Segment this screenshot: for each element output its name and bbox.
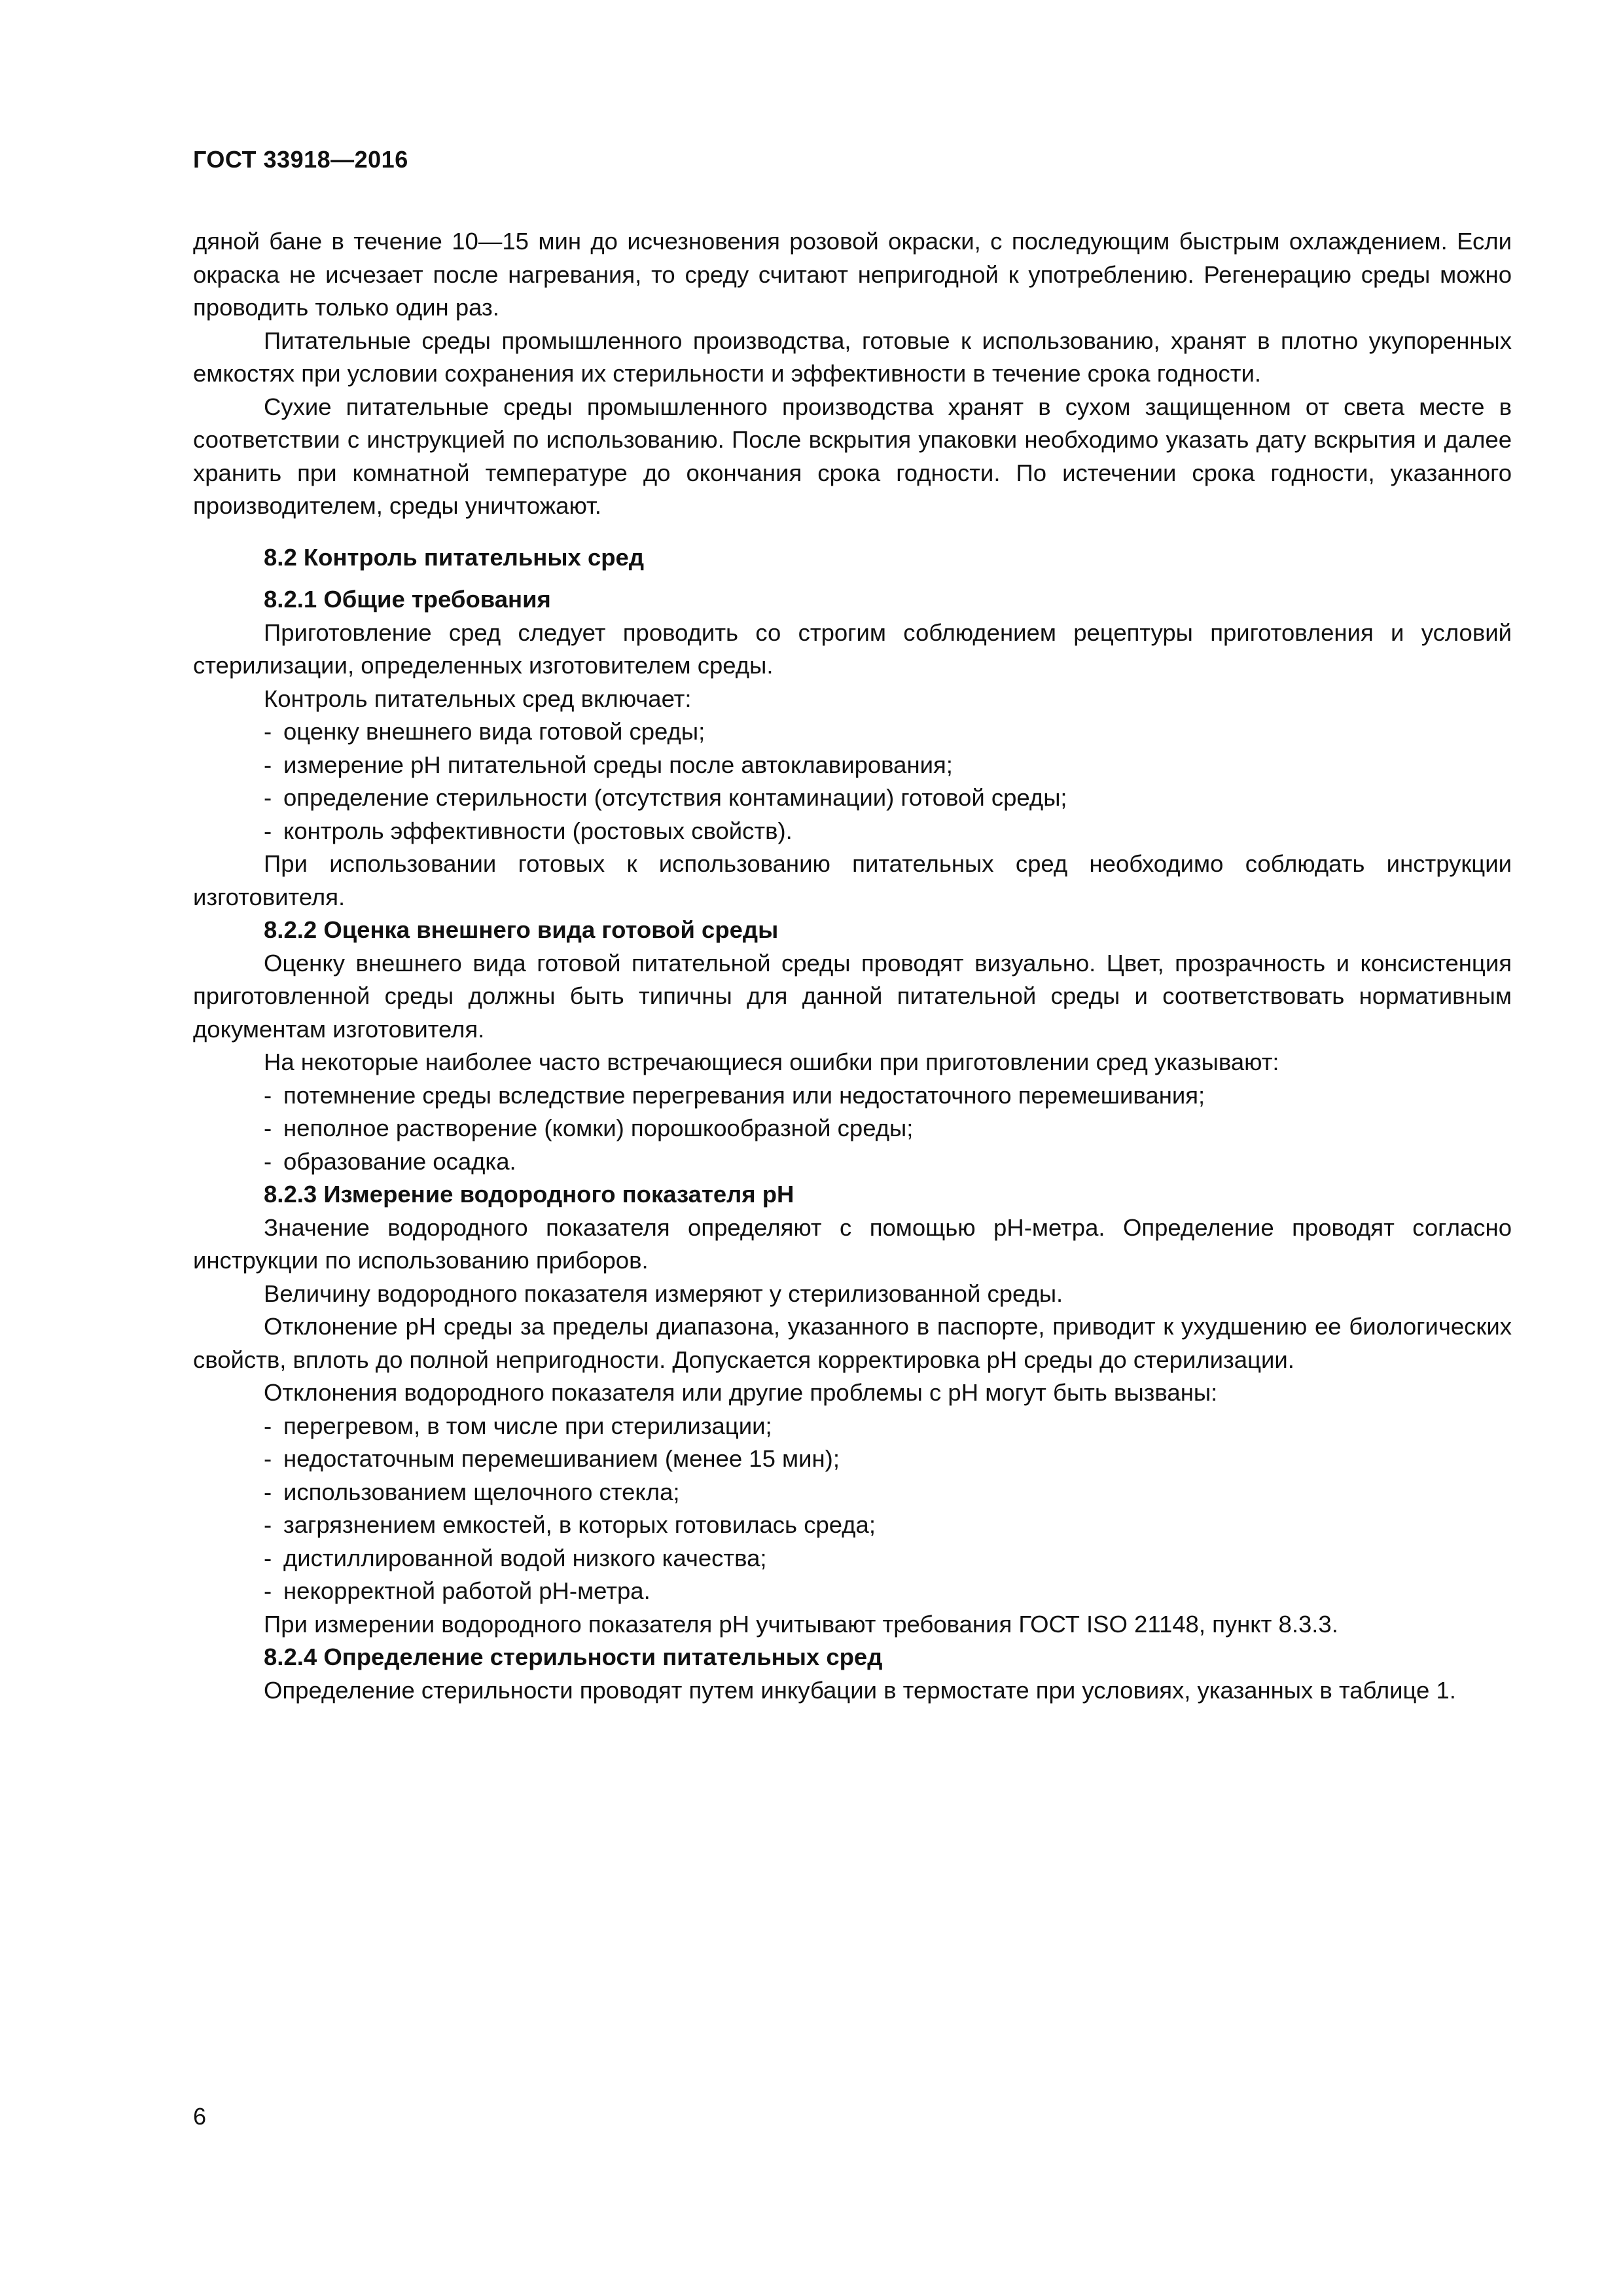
dash-marker: - [264,1511,272,1538]
list-item [193,1476,1512,1509]
section-8-2-3-paragraph-2: Величину водородного показателя измеряют у стерилизованной среды. [264,1280,1063,1307]
list-item-text: загрязнением емкостей, в которых готовилась среда; [283,1511,876,1538]
list-item-text: дистиллированной водой низкого качества; [283,1544,767,1571]
list-item [193,781,1512,815]
list-item [193,1509,1512,1542]
list-item [193,1575,1512,1608]
document-body [193,225,1512,1707]
section-8-2-3-paragraph-3: Отклонение рН среды за пределы диапазона, указанного в паспорте, приводит к ухудшению ее биологических свойств, вплоть до полной непригодности. Допускается корректировка рН среды до стерилизации. [193,1313,1512,1373]
section-8-2-1-list [193,715,1512,848]
section-8-2-3-paragraph-1: Значение водородного показателя определяют с помощью рН-метра. Определение проводят согласно инструкции по использованию приборов. [193,1213,1512,1274]
list-item [193,1112,1512,1145]
list-item-text: потемнение среды вследствие перегревания или недостаточного перемешивания; [283,1081,1205,1109]
section-8-2-2-paragraph-2: На некоторые наиболее часто встречающиеся ошибки при приготовлении сред указывают: [264,1049,1279,1075]
standard-header: ГОСТ 33918—2016 [193,146,408,173]
list-item-text: некорректной работой рН-метра. [283,1577,651,1604]
dash-marker: - [264,718,272,745]
list-item [193,1079,1512,1113]
dash-marker: - [264,817,272,844]
list-item-text: перегревом, в том числе при стерилизации; [283,1412,772,1439]
dash-marker: - [264,1544,272,1571]
dash-marker: - [264,1115,272,1141]
list-item [193,1410,1512,1443]
section-8-2-4-heading: 8.2.4 Определение стерильности питательных сред [264,1643,883,1670]
dash-marker: - [264,1147,272,1175]
section-8-2-4-paragraph-1: Определение стерильности проводят путем инкубации в термостате при условиях, указанных в таблице 1. [264,1676,1456,1704]
dash-marker: - [264,751,272,778]
list-item-text: недостаточным перемешиванием (менее 15 мин); [283,1445,840,1472]
section-8-2-1-heading: 8.2.1 Общие требования [264,586,551,613]
dash-marker: - [264,1478,272,1505]
intro-paragraph-1: дяной бане в течение 10—15 мин до исчезновения розовой окраски, с последующим быстрым охлаждением. Если окраска не исчезает после нагревания, то среду считают непригодной к употреблению. Регенерацию среды можно проводить только один раз. [193,228,1512,321]
list-item-text: использованием щелочного стекла; [283,1478,680,1505]
section-8-2-3-list [193,1410,1512,1608]
list-item-text: неполное растворение (комки) порошкообразной среды; [283,1115,914,1141]
dash-marker: - [264,1081,272,1109]
list-item [193,749,1512,782]
section-8-2-2-paragraph-1: Оценку внешнего вида готовой питательной среды проводят визуально. Цвет, прозрачность и консистенция приготовленной среды должны быть типичны для данной питательной среды и соответствовать нормативным документам изготовителя. [193,949,1512,1043]
intro-paragraph-2: Питательные среды промышленного производства, готовые к использованию, хранят в плотно укупоренных емкостях при условии сохранения их стерильности и эффективности в течение срока годности. [193,327,1512,387]
list-item-text: измерение рН питательной среды после автоклавирования; [283,751,953,778]
list-item-text: определение стерильности (отсутствия контаминации) готовой среды; [283,784,1067,811]
section-8-2-1-paragraph-3: При использовании готовых к использованию питательных сред необходимо соблюдать инструкции изготовителя. [193,850,1512,910]
dash-marker: - [264,1445,272,1472]
page-number: 6 [193,2103,207,2130]
list-item-text: образование осадка. [283,1147,516,1175]
dash-marker: - [264,784,272,811]
list-item [193,1145,1512,1179]
list-item [193,1443,1512,1476]
section-8-2-2-heading: 8.2.2 Оценка внешнего вида готовой среды [264,916,779,943]
section-8-2-3-paragraph-5: При измерении водородного показателя рН учитывают требования ГОСТ ISO 21148, пункт 8.3.3. [264,1610,1338,1638]
dash-marker: - [264,1577,272,1604]
dash-marker: - [264,1412,272,1439]
list-item [193,1542,1512,1575]
intro-paragraph-3: Сухие питательные среды промышленного производства хранят в сухом защищенном от света месте в соответствии с инструкцией по использованию. После вскрытия упаковки необходимо указать дату вскрытия и далее хранить при комнатной температуре до окончания срока годности. По истечении срока годности, указанного производителем, среды уничтожают. [193,393,1512,519]
list-item-text: оценку внешнего вида готовой среды; [283,718,705,745]
section-8-2-3-heading: 8.2.3 Измерение водородного показателя рН [264,1181,794,1208]
section-8-2-3-paragraph-4: Отклонения водородного показателя или другие проблемы с рН могут быть вызваны: [264,1379,1218,1406]
section-8-2-2-list [193,1079,1512,1179]
list-item-text: контроль эффективности (ростовых свойств). [283,817,793,844]
section-8-2-1-paragraph-1: Приготовление сред следует проводить со строгим соблюдением рецептуры приготовления и условий стерилизации, определенных изготовителем среды. [193,619,1512,679]
list-item [193,715,1512,749]
section-8-2-1-paragraph-2: Контроль питательных сред включает: [264,685,692,712]
list-item [193,815,1512,848]
section-8-2-heading: 8.2 Контроль питательных сред [264,543,645,571]
